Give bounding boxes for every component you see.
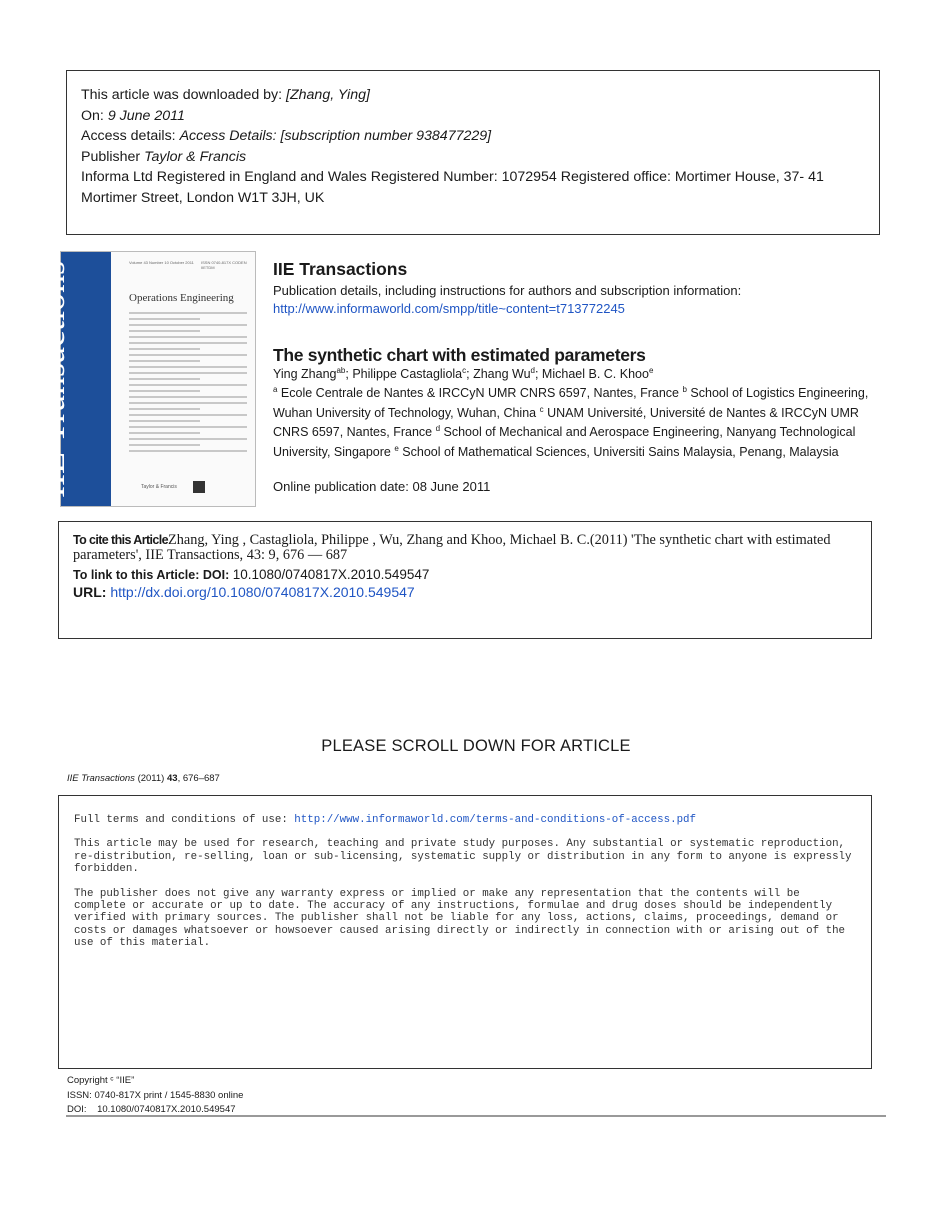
publisher-line: Publisher Taylor & Francis: [81, 148, 247, 165]
cover-publisher-logo: Taylor & Francis: [141, 484, 177, 490]
terms-box: [58, 795, 872, 1069]
scroll-notice: PLEASE SCROLL DOWN FOR ARTICLE: [321, 737, 631, 755]
registered-office-line-2: Mortimer Street, London W1T 3JH, UK: [81, 189, 325, 206]
citation-box: [58, 521, 872, 639]
cover-issn-line: ISSN 0740-817X CODEN IIETDM: [201, 260, 247, 270]
terms-paragraph-1: This article may be used for research, teaching and private study purposes. Any substantial or systematic reproduction, re-distribution, re-selling, loan or sub-licensing, systematic supply or distribution in any form to anyone is expressly forbidden.: [74, 838, 852, 876]
cover-society-logo-icon: [193, 481, 205, 493]
access-details-line: Access details: Access Details: [subscription number 938477229]: [81, 128, 492, 144]
journal-url-link[interactable]: http://www.informaworld.com/smpp/title~content=t713772245: [273, 301, 625, 316]
article-title: The synthetic chart with estimated parameters: [273, 345, 646, 365]
cover-contents-list: [129, 312, 247, 456]
citation-text: To cite this ArticleZhang, Ying , Castagliola, Philippe , Wu, Zhang and Khoo, Michael B. C.(2011) 'The synthetic chart with estimated parameters', IIE Transactions, 43: 9, 676 — 687: [73, 532, 831, 563]
terms-url-link[interactable]: http://www.informaworld.com/terms-and-conditions-of-access.pdf: [294, 814, 697, 826]
copyright-line: Copyright ᶜ “IIE”: [67, 1075, 135, 1086]
author-list: Ying Zhang$^{ab}$; Philippe Castagliola$^c$; Zhang Wu$^d$; Michael B. C. Khoo$^e$: [273, 365, 654, 381]
journal-cover-image: [32, 251, 256, 507]
downloaded-on-line: On: 9 June 2011: [81, 107, 185, 124]
cover-volume-line: Volume 43 Number 10 October 2011: [129, 260, 194, 265]
publication-details-text: Publication details, including instructions for authors and subscription information:: [273, 283, 742, 298]
journal-name: IIE Transactions: [273, 259, 408, 279]
article-url-link[interactable]: http://dx.doi.org/10.1080/0740817X.2010.549547: [110, 584, 415, 600]
download-info-box: [66, 70, 880, 235]
article-url-line: URL: http://dx.doi.org/10.1080/0740817X.2010.549547: [73, 584, 415, 600]
cover-spine-title: IIE Transactions: [32, 261, 72, 498]
terms-full-line: Full terms and conditions of use: http://www.informaworld.com/terms-and-conditions-of-access.pdf: [74, 814, 697, 826]
journal-citation-line: IIE Transactions (2011) 43, 676–687: [67, 773, 220, 784]
cover-spine: [32, 252, 111, 506]
downloaded-by-line: This article was downloaded by: [Zhang, Ying]: [81, 87, 370, 103]
publication-details: [273, 282, 741, 318]
cover-title: Operations Engineering: [129, 292, 234, 304]
issn-line: ISSN: 0740-817X print / 1545-8830 online: [67, 1090, 244, 1101]
footer-doi-line: DOI: 10.1080/0740817X.2010.549547: [67, 1104, 236, 1115]
registered-office-line-1: Informa Ltd Registered in England and Wales Registered Number: 1072954 Registered office: Mortimer House, 37- 41: [81, 169, 824, 185]
footer-divider: [66, 1115, 886, 1117]
terms-paragraph-2: The publisher does not give any warranty express or implied or make any representation that the contents will be complete or accurate or up to date. The accuracy of any instructions, formulae and drug doses should be independently verified with primary sources. The publisher shall not be liable for any loss, actions, claims, proceedings, demand or costs or damages whatsoever or howsoever caused arising directly or indirectly in connection with or arising out of the use of this material.: [74, 887, 846, 950]
affiliations: $^a$ Ecole Centrale de Nantes & IRCCyN UMR CNRS 6597, Nantes, France $^b$ School of Logistics Engineering, Wuhan University of Technology, Wuhan, China $^c$ UNAM Université, Université de Nantes & IRCCyN UMR CNRS 6597, Nantes, France $^d$ School of Mechanical and Aerospace Engineering, Nanyang Technological University, Singapore $^e$ School of Mathematical Sciences, Universiti Sains Malaysia, Penang, Malaysia: [273, 384, 869, 459]
article-doi-line: To link to this Article: DOI: 10.1080/0740817X.2010.549547: [73, 567, 430, 582]
online-publication-date: Online publication date: 08 June 2011: [273, 479, 491, 494]
